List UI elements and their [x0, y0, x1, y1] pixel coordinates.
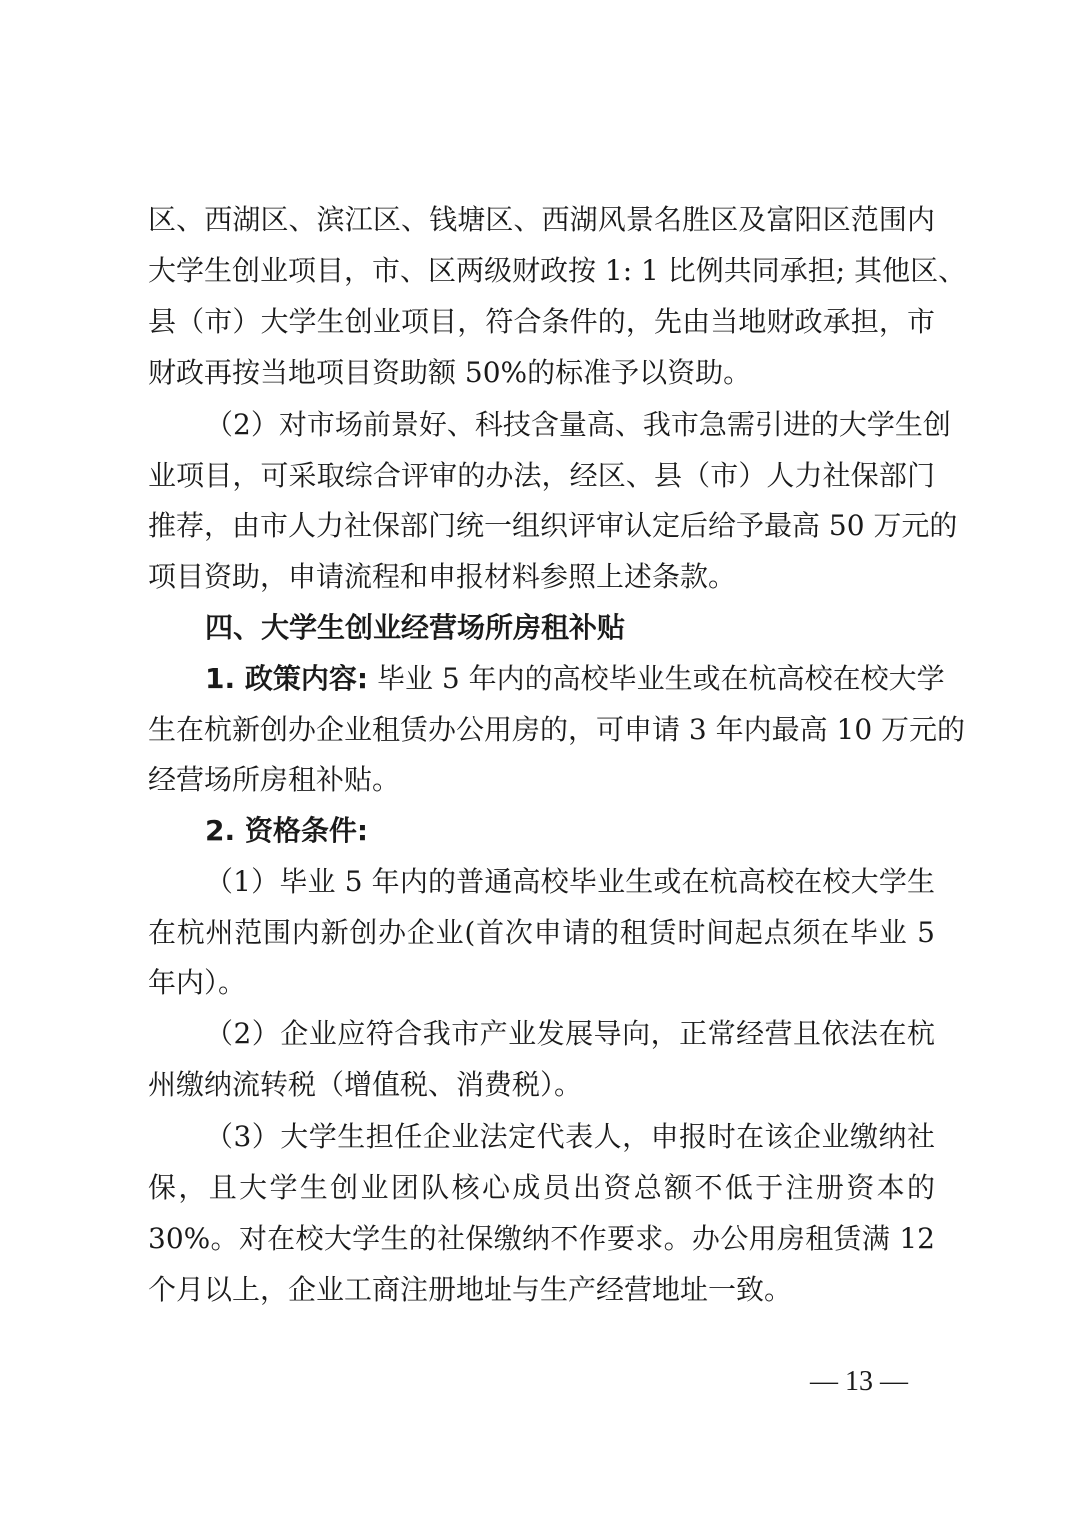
text-line: 个月以上，企业工商注册地址与生产经营地址一致。 [148, 1273, 793, 1306]
text-line: 大学生创业项目，市、区两级财政按 1: 1 比例共同承担; 其他区、 [148, 254, 967, 287]
text-line [205, 662, 945, 696]
text-line: 生在杭新创办企业租赁办公用房的，可申请 3 年内最高 10 万元的 [148, 713, 966, 746]
text-line: 项目资助，申请流程和申报材料参照上述条款。 [148, 560, 737, 593]
text-line: 推荐，由市人力社保部门统一组织评审认定后给予最高 50 万元的 [148, 509, 958, 542]
text-line: 区、西湖区、滨江区、钱塘区、西湖风景名胜区及富阳区范围内 [148, 203, 935, 236]
text-line: （3）大学生担任企业法定代表人，申报时在该企业缴纳社 [205, 1120, 935, 1153]
text-line: 30%。对在校大学生的社保缴纳不作要求。办公用房租赁满 12 [148, 1222, 935, 1255]
text-line: 在杭州范围内新创办企业(首次申请的租赁时间起点须在毕业 5 [148, 916, 935, 949]
section-heading: 四、大学生创业经营场所房租补贴 [205, 611, 626, 644]
policy-label: 1. 政策内容: [205, 662, 369, 695]
text-line: 保，且大学生创业团队核心成员出资总额不低于注册资本的 [148, 1171, 935, 1204]
text-line: 年内）。 [148, 966, 247, 999]
text-line: （1）毕业 5 年内的普通高校毕业生或在杭高校在校大学生 [205, 865, 935, 898]
text-line: （2）企业应符合我市产业发展导向，正常经营且依法在杭 [205, 1017, 935, 1050]
page-number: — 13 — [810, 1366, 908, 1397]
text-line: 财政再按当地项目资助额 50%的标准予以资助。 [148, 356, 752, 389]
qualification-label: 2. 资格条件: [205, 814, 369, 847]
text-line: 县（市）大学生创业项目，符合条件的，先由当地财政承担，市 [148, 305, 935, 338]
text-line: 经营场所房租补贴。 [148, 763, 401, 796]
text-line: （2）对市场前景好、科技含量高、我市急需引进的大学生创 [205, 408, 951, 441]
text-line: 州缴纳流转税（增值税、消费税）。 [148, 1068, 583, 1101]
text-line: 业项目，可采取综合评审的办法，经区、县（市）人力社保部门 [148, 459, 935, 492]
policy-text: 毕业 5 年内的高校毕业生或在杭高校在校大学 [376, 662, 945, 695]
